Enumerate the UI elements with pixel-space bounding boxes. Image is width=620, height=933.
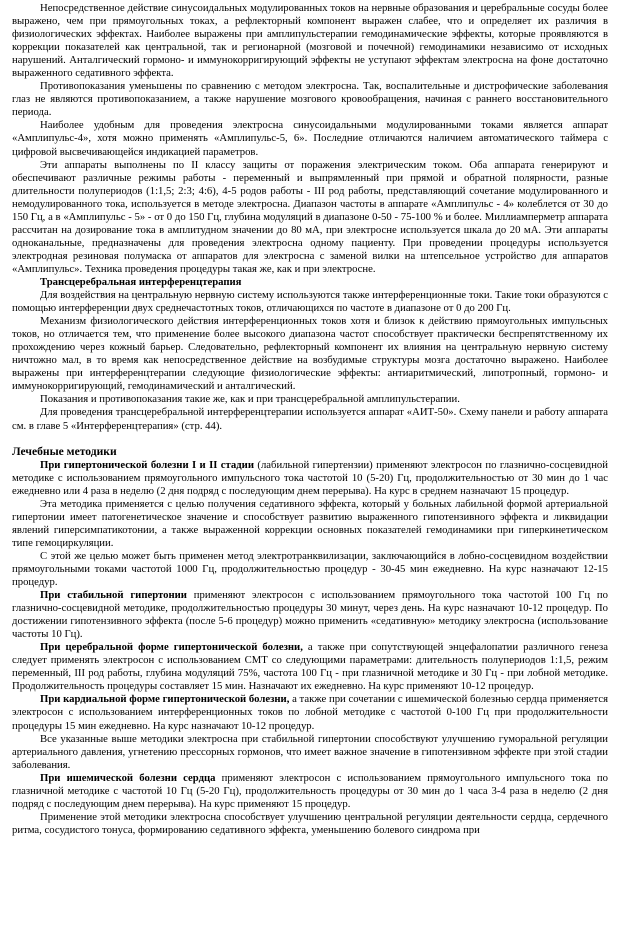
paragraph-ait50-device: Для проведения трансцеребральной интерференцтерапии используется аппарат «АИТ-50». Схему панели и работу аппарата см. в главе 5 «Интерференцтерапия» (стр. 44). [12,406,608,432]
paragraph-device-specs: Эти аппараты выполнены по II классу защиты от поражения электрическим током. Оба аппарата генерируют и обеспечивают различные режимы работы - переменный и выпрямленный при прямой и обратной полярности, разные длительности полупериодов (1:1,5; 2:3; 4:6), 4-5 родов работы - III род работы, представляющий сочетание модулированного и немодулированного тока, используется в методе электросна. Диапазон частоты в аппарате «Амплипульс - 4» колеблется от 30 до 150 Гц, а в «Амплипульс - 5» - от 0 до 150 Гц, глубина модуляций в диапазоне 0-50 - 75-100 % и более. Миллиамперметр аппарата рассчитан на дозирование тока в амплитудном значении до 80 мА, при электросне используется шкала до 20 мА. Эти аппараты одноканальные, предназначены для проведения электросна одному пациенту. При проведении процедуры используется электродная резиновая полумаска от аппаратов для электросна с заменой вилки на штепсельное устройство для аппаратов «Амплипульс». Техника проведения процедуры такая же, как и при электросне. [12,158,608,275]
paragraph-stable-hypertension [12,589,608,641]
paragraph-contraindications: Противопоказания уменьшены по сравнению с методом электросна. Так, воспалительные и дистрофические заболевания глаз не являются противопоказанием, а также нарушение мозгового кровообращения, начиная с раннего восстановительного периода. [12,80,608,119]
paragraph-lead-bold: При ишемической болезни сердца [40,771,216,784]
paragraph-ischemic-disease [12,772,608,811]
paragraph-sedative-effect: Эта методика применяется с целью получения седативного эффекта, который у больных лабильной формой артериальной гипертонии имеет патогенетическое значение и способствует развитию выраженного гипотензивного эффекта и ликвидации явлений гиперсимпатикотонии, а также выраженной коррекции основных показателей гемодинамики при гиперкинетическом типе гемоциркуляции. [12,497,608,549]
paragraph-direct-action: Непосредственное действие синусоидальных модулированных токов на нервные образования и церебральные сосуды более выражено, чем при прямоугольных токах, а рефлекторный компонент выражен слабее, что и определяет их различия в физиологических эффектах. Наиболее выражены при амплипульстерапии гемодинамические эффекты, которые проявляются в коррекции показателей как центральной, так и регионарной (мозговой и почечной) гемодинамики независимо от исходных нарушений. Анталгический гормоно- и иммунокорригирующий эффекты не уступают эффектам электросна на фоне достаточно выраженного седативного эффекта. [12,2,608,80]
paragraph-lead-bold: При гипертонической болезни I и II стадии [40,458,255,471]
paragraph-body: а также при сочетании с ишемической болезнью сердца применяется электросон с использованием интерференционных токов по лобной методике с частотой 0-100 Гц при продолжительности процедуры 15 мин ежедневно. На курс назначают 10-12 процедур. [12,693,608,732]
paragraph-lead-bold: При церебральной форме гипертонической болезни, [40,641,303,654]
paragraph-indications: Показания и противопоказания такие же, как и при трансцеребральной амплипульстерапии. [40,393,460,406]
paragraph-lead-bold: При стабильной гипертонии [40,589,187,602]
paragraph-hypertension-stage [12,459,608,498]
paragraph-electrotranquilization: С этой же целью может быть применен метод электротранквилизации, заключающийся в лобно-сосцевидном воздействии прямоугольными токами частотой 1000 Гц, продолжительностью процедур - 30-45 мин ежедневно. На курс назначают 12-15 процедур. [12,549,608,589]
paragraph-body: применяют электросон с использованием прямоугольного тока частотой 100 Гц по глазнично-сосцевидной методике, продолжительностью процедуры 30 минут, через день. На курс назначают 10-12 процедур. По достижении гипотензивного эффекта (после 5-6 процедур) можно применить «седативную» методику электросна (использование частоты 10 Гц). [12,589,608,641]
paragraph-central-regulation: Применение этой методики электросна способствует улучшению центральной регуляции деятельности сердца, сердечного ритма, сосудистого тонуса, формированию седативного эффекта, уменьшению болевого синдрома при [12,810,608,836]
paragraph-body: (лабильной гипертензии) применяют электросон по глазнично-сосцевидной методике с использованием прямоугольного импульсного тока частотой 10 (5-20) Гц, продолжительностью от 30 мин до 1 час ежедневно или 4 раза в неделю (2 дня подряд с последующим днем перерыва). На курс в среднем назначают 15 процедур. [12,458,608,497]
paragraph-humoral-regulation: Все указанные выше методики электросна при стабильной гипертонии способствуют улучшению гуморальной регуляции артериального давления, угнетению прессорных гормонов, что имеет важное значение в гипотензивном эффекте при этой стадии заболевания. [12,732,608,771]
paragraph-amplipuls-device: Наиболее удобным для проведения электросна синусоидальными модулированными токами является аппарат «Амплипульс-4», хотя можно применять «Амплипульс-5, 6». Последние отличаются наличием автоматического таймера с цифровой высвечивающейся индикацией параметров. [12,119,608,158]
paragraph-interference-currents: Для воздействия на центральную нервную систему используются также интерференционные токи. Такие токи образуются с помощью интерференции двух среднечастотных токов, отличающихся по частоте в диапазоне от 0 до 200 Гц. [12,289,608,315]
section-heading-transcerebral: Трансцеребральная интерференцтерапия [40,275,242,288]
section-heading-methods: Лечебные методики [12,444,117,458]
paragraph-mechanism: Механизм физиологического действия интерференционных токов хотя и близок к действию прямоугольных импульсных токов, но отличается тем, что применение более высокого диапазона частот способствует практически беспрепятственному их прохождению через кожный барьер. Следовательно, рефлекторный компонент их влияния на центральную нервную систему ничтожно мал, в то время как непосредственное действие на возбудимые структуры мозга достаточно выражено. Наиболее выражены при интерференцтерапии следующие физиологические эффекты: антиаритмический, липотропный, гормоно- и иммунокорригирующий, гемодинамический и анталгический. [12,315,608,393]
paragraph-cardiac-form [12,693,608,732]
paragraph-lead-bold: При кардиальной форме гипертонической болезни, [40,693,290,706]
paragraph-body: применяют электросон с использованием прямоугольного импульсного тока по глазничной методике с частотой 10 Гц (5-20 Гц), продолжительность процедуры от 30 мин до 1 часа 3-4 раза в неделю (2 дня подряд с последующим днем перерыва). На курс применяют 15 процедур. [12,771,608,810]
paragraph-body: а также при сопутствующей энцефалопатии различного генеза следует применять электросон с использованием СМТ со следующими параметрами: длительность полупериодов 1:1,5, режим переменный, III род работы, глубина модуляций 75%, частота 100 Гц - при глазничной методике и 30 Гц - при лобной методике. Продолжительность процедуры составляет 15 мин. Назначают их ежедневно. На курс применяют 10-12 процедур. [12,641,609,693]
paragraph-cerebral-form [12,641,608,693]
